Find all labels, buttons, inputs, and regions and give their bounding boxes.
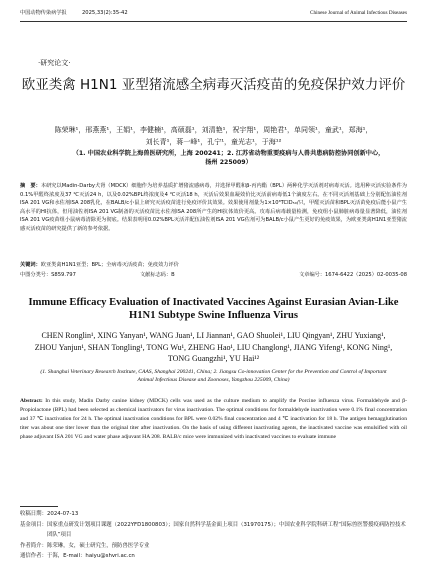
author-intro-label: 作者简介： xyxy=(20,542,47,549)
corresponding-label: 通信作者： xyxy=(20,553,47,559)
running-header xyxy=(20,10,407,20)
fund-label: 基金项目： xyxy=(20,521,47,528)
affiliation-en: (1. Shanghai Veterinary Research Institute, CAAS, Shanghai 200241, China; 2. Jiangsu Co-innovation Center for the Prevention and Control of Important Animal Infectious Disease and Zoonoses, Yangzhou 225009, China) xyxy=(40,369,387,383)
footnote-rule xyxy=(20,506,58,507)
received-date: 2024-07-13 xyxy=(46,511,79,517)
abstract-en-label: Abstract: xyxy=(20,398,43,404)
footnotes xyxy=(20,509,407,562)
affiliation-cn: （1. 中国农业科学院上海兽医研究所，上海 200241；2. 江苏省动物重要疫病与人兽共患病防控协同创新中心，扬州 225009） xyxy=(72,150,385,166)
title-cn: 欧亚类禽 H1N1 亚型猪流感全病毒灭活疫苗的免疫保护效力评价 xyxy=(21,77,406,93)
keywords-cn xyxy=(20,262,407,269)
abstract-en-text: In this study, Madin Darby canine kidney (MDCK) cells was used as the culture medium to amplify the Porcine influenza virus. Formaldehyde and β-Propiolactone (BPL) had been selected as chemical inactivators for virus inactivation. The optimal conditions for formaldehyde inactivation were 0.1% final concentration and 37 ℃ inactivation for 24 h. The optimal inactivation conditions for BPL were 0.02% final concentration and 4 ℃ inactivation for 18 h. The antigen hemagglutination titer was about one titer lower than the original titer after inactivation. On the basis of using different inactivating agents, the inactivated vaccine was emulsified with oil phase adjuvant ISA 201 VG and water phase adjuvant HA 208. BALB/c mice were immunized with inactivated vaccines to evaluate immune xyxy=(20,398,408,441)
authors-cn: 陈荣琳¹，邢燕燕¹，王娟¹，李健楠¹，高硕磊¹，刘清艳¹，祝宇翔¹，周艳君¹，单同领¹，童武¹，郑海¹，刘长青¹，蒋一峰¹，孔宁¹，童光志¹，于海¹² xyxy=(54,126,373,146)
keywords-cn-label: 关键词： xyxy=(20,262,41,268)
corresponding-row xyxy=(20,551,407,562)
header-rule xyxy=(20,21,407,22)
issue-info: 2025,33(2):35-42 xyxy=(82,10,128,16)
doc-code: 文献标志码：B xyxy=(140,272,175,278)
keywords-cn-text: 欧亚类禽H1N1亚型；BPL；全病毒灭活疫苗；免疫效力评价 xyxy=(40,262,179,268)
journal-name-cn: 中国动物传染病学报 xyxy=(20,10,67,16)
section-label: ·研究论文· xyxy=(38,59,71,67)
authors-en: CHEN Ronglin¹, XING Yanyan¹, WANG Juan¹, LI Jiannan¹, GAO Shuolei¹, LIU Qingyan¹, ZHU Yuxiang¹, ZHOU Yanjun¹, SHAN Tongling¹, TONG Wu¹, ZHENG Hao¹, LIU Changlong¹, JIANG Yifeng¹, KONG Ning¹, TONG Guangzhi¹, YU Hai¹² xyxy=(34,331,393,363)
author-intro-text: 陈荣琳，女，硕士研究生，预防兽医学专业 xyxy=(46,542,150,549)
journal-name-en: Chinese Journal of Animal Infectious Diseases xyxy=(310,10,407,16)
corresponding-text: 于海，E-mail：haiyu@shvri.ac.cn xyxy=(46,553,135,559)
title-en: Immune Efficacy Evaluation of Inactivated Vaccines Against Eurasian Avian-Like H1N1 Subtype Swine Influenza Virus xyxy=(28,297,399,321)
clc-number: 中图分类号：S859.797 xyxy=(20,272,76,278)
fund-row xyxy=(20,520,407,541)
author-intro-row xyxy=(20,541,407,552)
abstract-cn-label: 摘 要： xyxy=(20,183,41,189)
abstract-cn xyxy=(20,182,407,234)
fund-text: 国家重点研发计划项目课题（2022YFD1800803）；国家自然科学基金面上项目（31970175）；中国农业科学院科研工程“国际兽医警援疫病防控技术团队”项目 xyxy=(46,521,406,538)
received-label: 收稿日期： xyxy=(20,511,47,517)
abstract-en xyxy=(20,397,407,442)
article-number: 文章编号：1674-6422（2025）02-0035-08 xyxy=(299,272,407,278)
classification-row xyxy=(20,272,407,279)
abstract-cn-text: 本研究以Madin-Darby犬肾（MDCK）细胞作为培养基质扩增猪流感病毒，并选择甲醛和β-丙内酯（BPL）两种化学灭活剂对病毒灭活。选用种灭活实验条件为0.1%甲醛终浓度及37 ℃灭活24 h，以及0.02%BPL终浓度及4 ℃灭活18 h，灭活后效果血凝效价比灭活前病毒低1个滴度左右。在不同灭活剂基础上分别配伍油佐剂ISA 201 VG和水佐剂ISA 208乳化，在BALB/c小鼠上研究灭活疫苗进行免疫评价其效果。效果使用剂量为1×10⁶TCID₅₀/只，甲醛灭活苗和BPL灭活苗免疫后能小鼠产生高水平的HI抗体，但用油佐剂ISA 201 VG制备的灭活疫苗比水佐剂ISA 208所产生的HI抗体效价更高。攻毒后病毒载量检测，免疫组小鼠肺脏病毒量显著降低，油佐剂ISA 201 VG疫苗组小鼠病毒清除更为彻底。结果表明用0.02%BPL灭活并配伍油佐剂ISA 201 VG佐剂可为BALB/c小鼠产生更好的免疫效果，为欧亚类禽H1N1亚型猪流感灭活疫苗的研究提供了新的参考依据。 xyxy=(20,183,407,232)
received-row xyxy=(20,509,407,520)
